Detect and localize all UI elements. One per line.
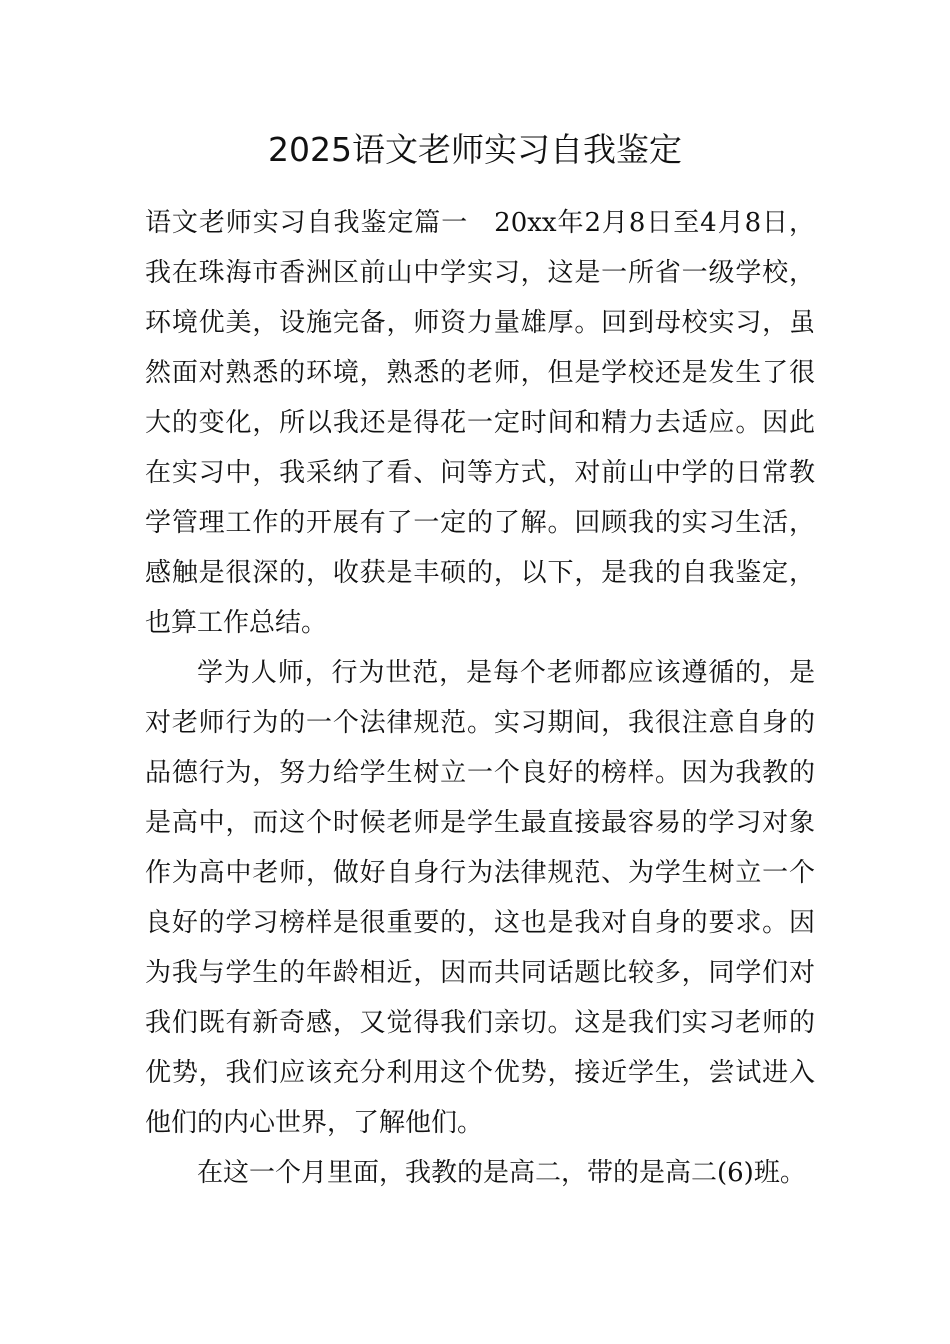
- section-heading: 语文老师实习自我鉴定篇一: [145, 208, 469, 238]
- document-body: [145, 198, 815, 1198]
- paragraph-3: 在这一个月里面，我教的是高二，带的是高二(6)班。: [197, 1158, 806, 1188]
- paragraph-1-text: 20xx年2月8日至4月8日，我在珠海市香洲区前山中学实习，这是一所省一级学校，环境优美，设施完备，师资力量雄厚。回到母校实习，虽然面对熟悉的环境，熟悉的老师，但是学校还是发生了很大的变化，所以我还是得花一定时间和精力去适应。因此在实习中，我采纳了看、问等方式，对前山中学的日常教学管理工作的开展有了一定的了解。回顾我的实习生活，感触是很深的，收获是丰硕的，以下，是我的自我鉴定，也算工作总结。: [145, 208, 815, 638]
- paragraph-1: [145, 198, 815, 648]
- paragraph-2: 学为人师，行为世范，是每个老师都应该遵循的，是对老师行为的一个法律规范。实习期间，我很注意自身的品德行为，努力给学生树立一个良好的榜样。因为我教的是高中，而这个时候老师是学生最直接最容易的学习对象作为高中老师，做好自身行为法律规范、为学生树立一个良好的学习榜样是很重要的，这也是我对自身的要求。因为我与学生的年龄相近，因而共同话题比较多，同学们对我们既有新奇感，又觉得我们亲切。这是我们实习老师的优势，我们应该充分利用这个优势，接近学生，尝试进入他们的内心世界，了解他们。: [145, 658, 815, 1138]
- document-title: 2025语文老师实习自我鉴定: [268, 130, 682, 169]
